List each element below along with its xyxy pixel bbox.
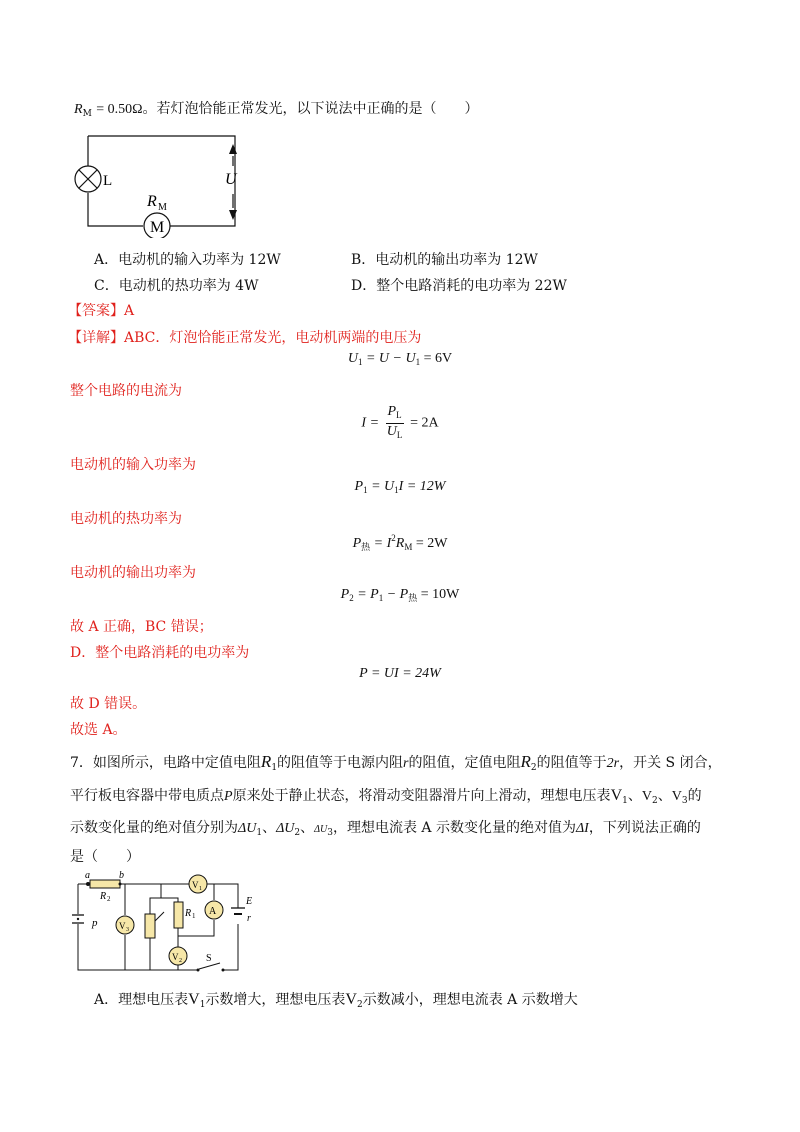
answer-label: 【答案】	[68, 303, 124, 319]
question-7-line-1: 7．如图所示，电路中定值电阻$R_1$的阻值等于电源内阻r的阻值，定值电阻$R_2$的阻值等于2r，开关 S 闭合，	[70, 752, 722, 773]
node-a-label: a	[85, 870, 90, 881]
formula-output-power: $P_2 = P_1 - P_热 = 10W$	[340, 587, 460, 603]
formula-total-power: P = UI = 24W	[359, 666, 441, 681]
formula-current: I = $\frac{P_L}{U_L}$ = 2A	[361, 404, 439, 440]
text-d-wrong: 故 D 错误。	[70, 696, 147, 712]
question-6-stem: $R_M = 0.50\Omega$。若灯泡恰能正常发光，以下说法中正确的是（ ）	[74, 101, 479, 119]
resistor-r1	[174, 902, 183, 928]
text-d-intro: D．整个电路消耗的电功率为	[70, 645, 250, 661]
option-b: B．电动机的输出功率为 12W	[351, 252, 538, 268]
svg-text:1: 1	[192, 912, 196, 920]
battery-symbol	[231, 908, 245, 914]
formula-input-power: $P_1 = U_1I = 12W$	[354, 479, 446, 495]
text-input-power: 电动机的输入功率为	[70, 457, 196, 473]
particle-p-label: p	[92, 917, 98, 929]
node-b-label: b	[119, 870, 124, 881]
svg-text:V: V	[172, 952, 179, 962]
text-output-power: 电动机的输出功率为	[70, 565, 196, 581]
motor-label: M	[150, 219, 165, 236]
resistor-r2	[90, 880, 120, 888]
question-7-line-4: 是（ ）	[70, 849, 140, 865]
switch-label: S	[206, 953, 212, 964]
text-current: 整个电路的电流为	[70, 383, 182, 399]
question-7-option-a: A．理想电压表$V_1$示数增大，理想电压表$V_2$示数减小，理想电流表 A 示数增大	[94, 991, 578, 1010]
option-a: A．电动机的输入功率为 12W	[94, 252, 281, 268]
internal-r-label: r	[247, 913, 251, 924]
question-7-line-2: 平行板电容器中带电质点P原来处于静止状态，将滑动变阻器滑片向上滑动，理想电压表$V_1$、$V_2$、$V_3$的	[70, 787, 702, 806]
lamp-symbol	[75, 166, 101, 192]
switch-s	[197, 963, 225, 972]
voltage-label: U	[225, 171, 237, 188]
option-c: C．电动机的热功率为 4W	[94, 278, 259, 294]
svg-text:V: V	[192, 880, 199, 890]
capacitor-symbol	[72, 915, 84, 923]
text-final-choice: 故选 A。	[70, 722, 127, 738]
emf-label: E	[246, 896, 253, 907]
r1-label: R	[185, 908, 192, 919]
circuit-diagram-lamp-motor	[70, 126, 250, 238]
svg-text:2: 2	[107, 895, 111, 903]
stem-text: 。若灯泡恰能正常发光，以下说法中正确的是（ ）	[142, 101, 479, 117]
detail-intro: 【详解】ABC．灯泡恰能正常发光，电动机两端的电压为	[68, 330, 422, 346]
formula-heat-power: $P_热 = I^2R_M = 2W$	[352, 533, 448, 552]
formula-u1: $U_1 = U - U_1 = 6V$	[347, 351, 453, 367]
rm-label-sub: M	[158, 202, 167, 213]
detail-label: 【详解】	[68, 330, 124, 346]
answer-line	[68, 300, 134, 320]
svg-text:A: A	[209, 906, 217, 917]
lamp-label: L	[103, 173, 113, 189]
svg-text:3: 3	[126, 927, 129, 933]
voltmeter-v2	[169, 947, 187, 965]
voltmeter-v3	[116, 916, 134, 934]
text-heat-power: 电动机的热功率为	[70, 511, 182, 527]
r2-label: R	[100, 891, 107, 902]
rm-value: = 0.50Ω	[96, 102, 143, 117]
option-d: D．整个电路消耗的电功率为 22W	[351, 278, 567, 294]
circuit-diagram-q7	[68, 866, 268, 978]
text-conclusion-abc: 故 A 正确，BC 错误；	[70, 619, 213, 635]
rm-symbol: R	[74, 102, 83, 117]
rm-label: R	[147, 193, 157, 210]
question-7-line-3: 示数变化量的绝对值分别为$\Delta U_1$、$\Delta U_2$、$\Delta U_3$，理想电流表 A 示数变化量的绝对值为ΔI，下列说法正确的	[70, 820, 701, 838]
svg-text:V: V	[119, 921, 126, 931]
rheostat-symbol	[145, 914, 155, 938]
voltmeter-v1	[189, 875, 207, 893]
answer-value: A	[124, 303, 135, 319]
ammeter-a	[205, 901, 223, 919]
svg-text:1: 1	[199, 886, 202, 892]
svg-text:2: 2	[179, 958, 182, 964]
